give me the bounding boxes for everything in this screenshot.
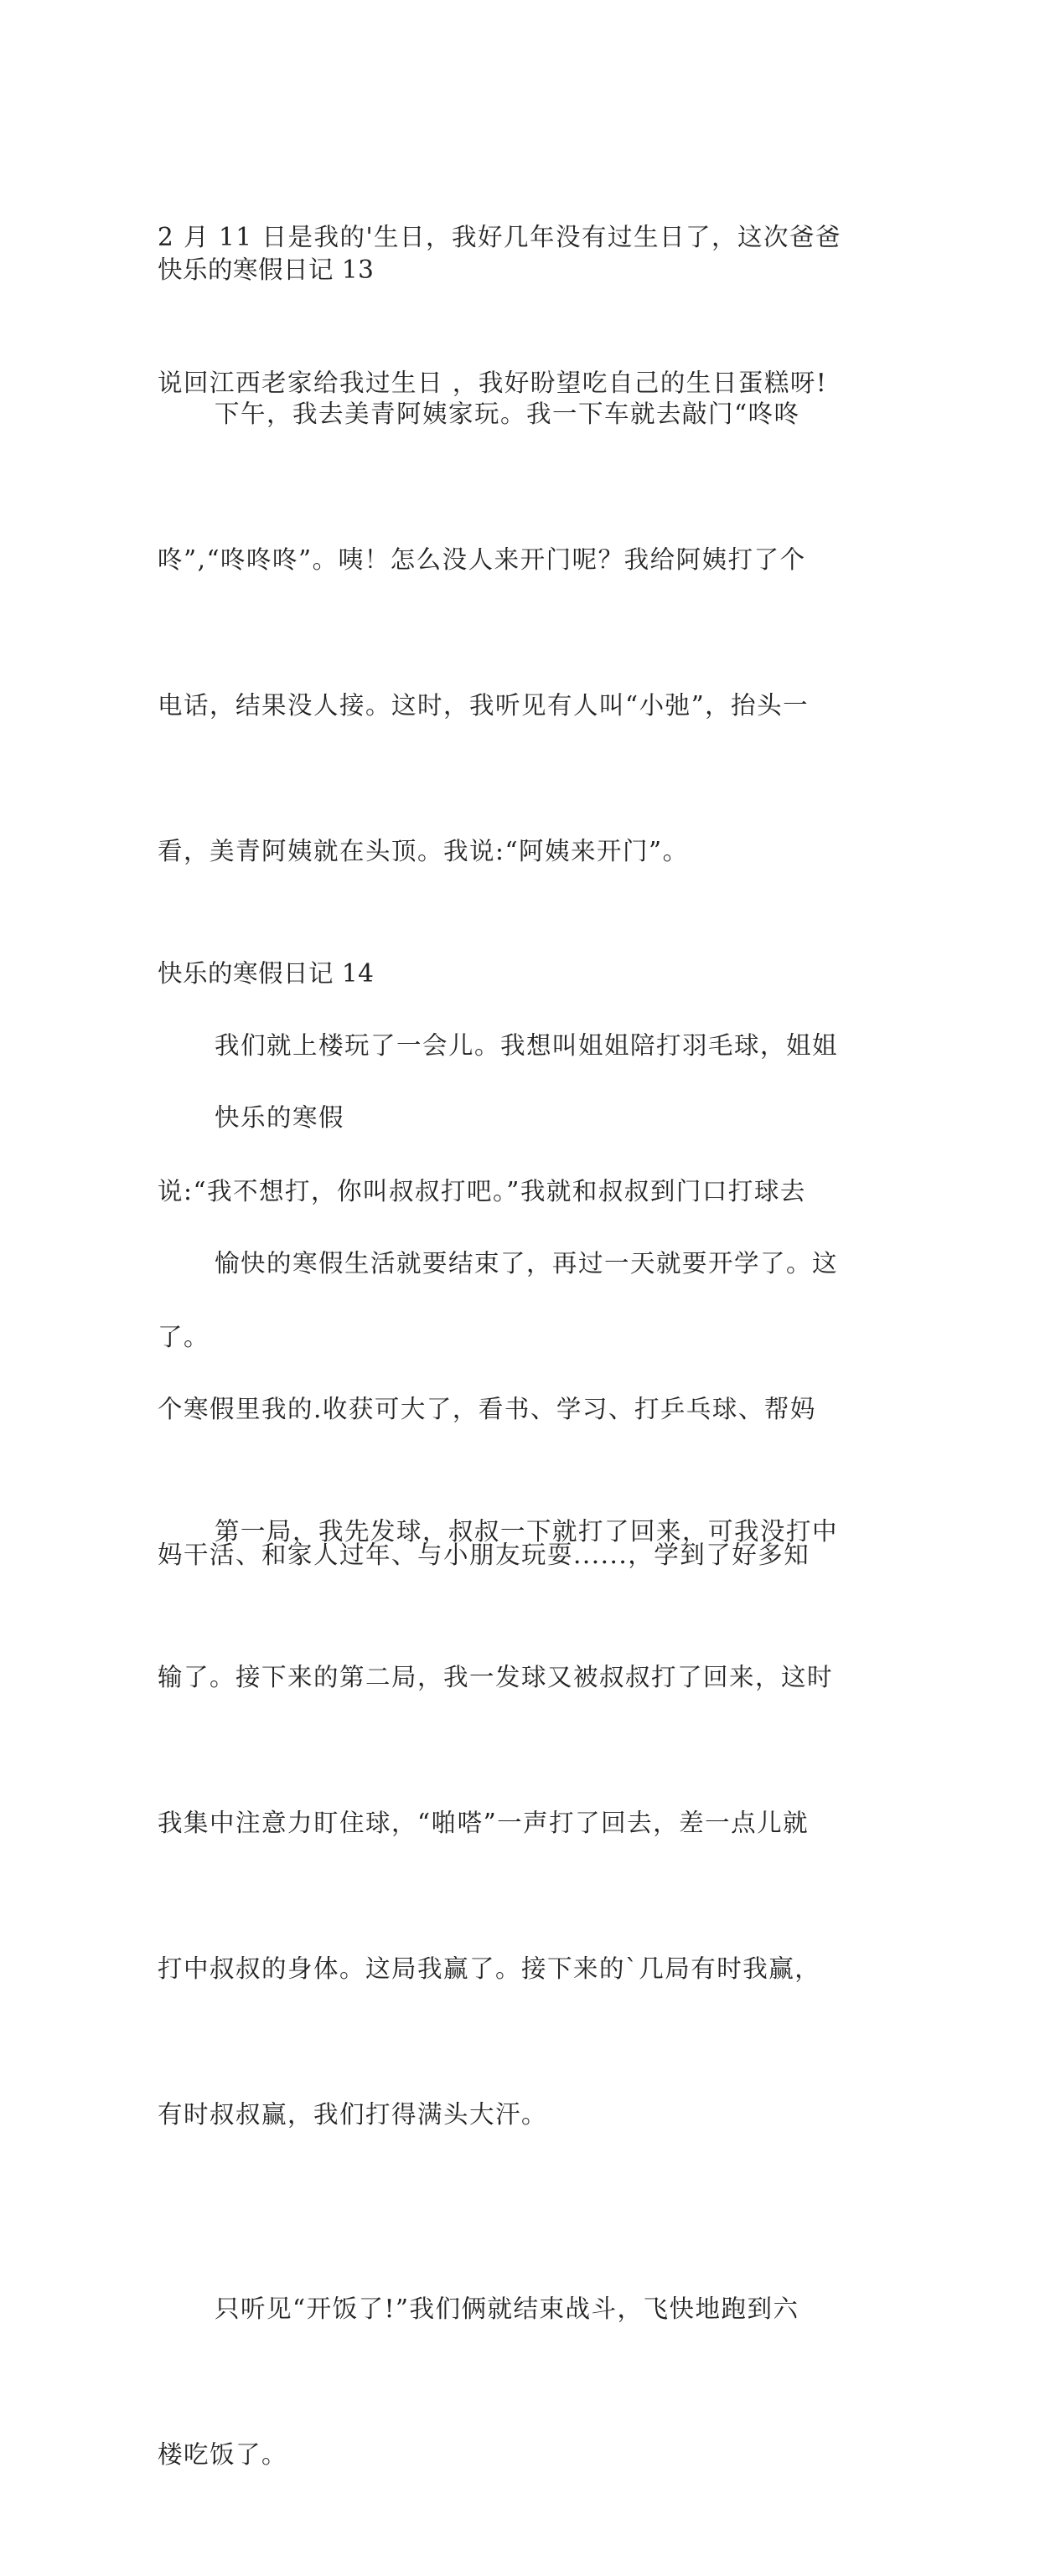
diary14-p1-line-1: 愉快的寒假生活就要结束了，再过一天就要开学了。这 bbox=[215, 1249, 839, 1278]
diary13-p3-line-1: 第一局，我先发球，叔叔一下就打了回来，可我没打中 bbox=[215, 1517, 839, 1546]
diary13-p2-line-1: 我们就上楼玩了一会儿。我想叫姐姐陪打羽毛球，姐姐 bbox=[215, 1031, 839, 1060]
diary13-p3-line-5: 有时叔叔赢，我们打得满头大汗。 bbox=[158, 2100, 548, 2129]
diary13-p3-line-4: 打中叔叔的身体。这局我赢了。接下来的`几局有时我赢， bbox=[158, 1954, 821, 1983]
diary14-body bbox=[158, 996, 887, 1676]
intro-line-1: 2 月 11 日是我的'生日，我好几年没有过生日了，这次爸爸 bbox=[158, 223, 842, 251]
diary13-p3-line-2: 输了。接下来的第二局，我一发球又被叔叔打了回来，这时 bbox=[158, 1663, 834, 1691]
diary13-p1-line-2: 咚”,“咚咚咚”。咦！怎么没人来开门呢？我给阿姨打了个 bbox=[158, 545, 806, 574]
diary14-subtitle: 快乐的寒假 bbox=[215, 1103, 345, 1132]
diary13-p2-line-3: 了。 bbox=[158, 1323, 210, 1351]
diary14-heading: 快乐的寒假日记 14 bbox=[158, 959, 375, 988]
diary13-p1-line-3: 电话，结果没人接。这时，我听见有人叫“小弛”，抬头一 bbox=[158, 691, 810, 720]
diary13-heading: 快乐的寒假日记 13 bbox=[158, 256, 375, 284]
diary13-p4-line-2: 楼吃饭了。 bbox=[158, 2440, 288, 2469]
diary13-p3-line-3: 我集中注意力盯住球，“啪嗒”一声打了回去，差一点儿就 bbox=[158, 1809, 810, 1837]
diary13-p1-line-1: 下午，我去美青阿姨家玩。我一下车就去敲门“咚咚 bbox=[215, 400, 800, 428]
diary13-p4-line-1: 只听见“开饭了!”我们俩就结束战斗，飞快地跑到六 bbox=[215, 2295, 799, 2323]
intro-line-2: 说回江西老家给我过生日 ，我好盼望吃自己的生日蛋糕呀! bbox=[158, 369, 828, 397]
diary13-p1-line-4: 看，美青阿姨就在头顶。我说:“阿姨来开门”。 bbox=[158, 837, 689, 865]
diary14-p1-line-2: 个寒假里我的.收获可大了，看书、学习、打乒乓球、帮妈 bbox=[158, 1395, 816, 1423]
diary14-p1-line-3: 妈干活、和家人过年、与小朋友玩耍......，学到了好多知 bbox=[158, 1541, 810, 1569]
diary13-p2-line-2: 说:“我不想打，你叫叔叔打吧。”我就和叔叔到门口打球去 bbox=[158, 1177, 806, 1205]
